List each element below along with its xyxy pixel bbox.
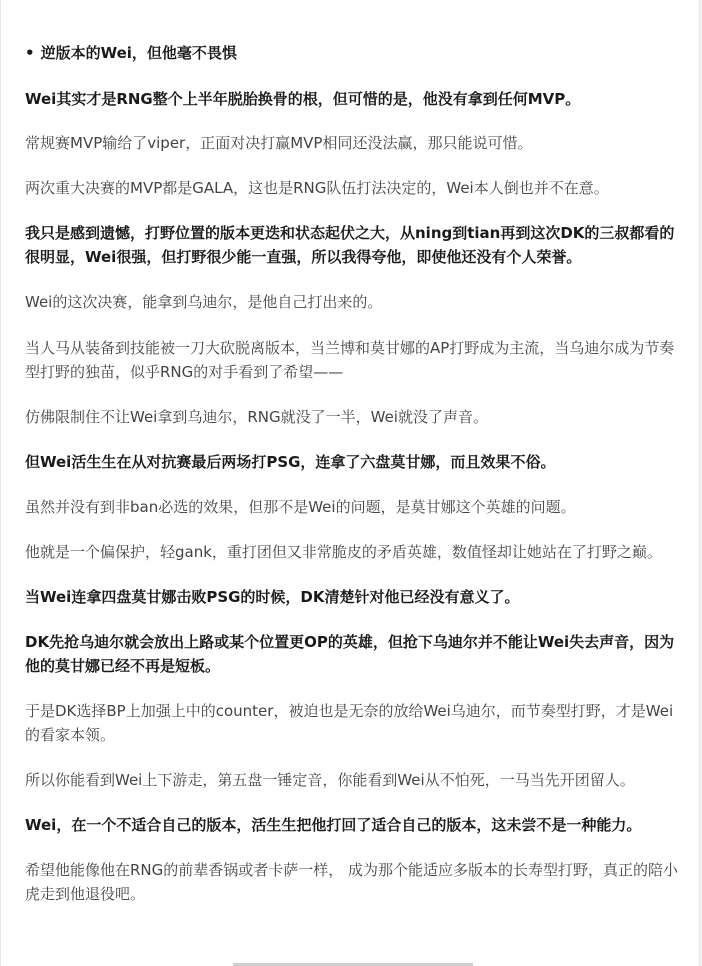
paragraph: 希望他能像他在RNG的前辈香锅或者卡萨一样， 成为那个能适应多版本的长寿型打野，真正的陪小虎走到他退役吧。: [25, 861, 679, 903]
paragraph: 当人马从装备到技能被一刀大砍脱离版本，当兰博和莫甘娜的AP打野成为主流，当乌迪尔成为节奏型打野的独苗，似乎RNG的对手看到了希望——: [25, 339, 675, 381]
paragraph: DK先抢乌迪尔就会放出上路或某个位置更OP的英雄，但抢下乌迪尔并不能让Wei失去声音，因为他的莫甘娜已经不再是短板。: [25, 633, 675, 675]
paragraph: Wei其实才是RNG整个上半年脱胎换骨的根，但可惜的是，他没有拿到任何MVP。: [25, 90, 581, 108]
paragraph: 仿佛限制住不让Wei拿到乌迪尔，RNG就没了一半，Wei就没了声音。: [25, 408, 488, 426]
paragraph: 两次重大决赛的MVP都是GALA，这也是RNG队伍打法决定的，Wei本人倒也并不在意。: [25, 179, 609, 197]
paragraph: 当Wei连拿四盘莫甘娜击败PSG的时候，DK清楚针对他已经没有意义了。: [25, 588, 520, 606]
paragraph: 我只是感到遗憾，打野位置的版本更迭和状态起伏之大，从ning到tian再到这次DK的三叔都看的很明显，Wei很强，但打野很少能一直强，所以我得夸他，即使他还没有个人荣誉。: [25, 224, 675, 266]
bullet-icon: •: [25, 44, 35, 62]
paragraph: 但Wei活生生在从对抗赛最后两场打PSG，连拿了六盘莫甘娜，而且效果不俗。: [25, 453, 556, 471]
paragraph: 他就是一个偏保护，轻gank，重打团但又非常脆皮的矛盾英雄，数值怪却让她站在了打野之巅。: [25, 543, 662, 561]
paragraph: Wei的这次决赛，能拿到乌迪尔，是他自己打出来的。: [25, 293, 383, 311]
section-heading-text: 逆版本的Wei，但他毫不畏惧: [40, 44, 237, 62]
paragraph: 所以你能看到Wei上下游走，第五盘一锤定音，你能看到Wei从不怕死，一马当先开团留人。: [25, 771, 635, 789]
paragraph: Wei，在一个不适合自己的版本，活生生把他打回了适合自己的版本，这未尝不是一种能力。: [25, 816, 642, 834]
paragraph: 于是DK选择BP上加强上中的counter，被迫也是无奈的放给Wei乌迪尔，而节奏型打野，才是Wei的看家本领。: [25, 702, 674, 744]
section-heading: [25, 41, 681, 65]
paragraph: 虽然并没有到非ban必选的效果，但那不是Wei的问题，是莫甘娜这个英雄的问题。: [25, 498, 576, 516]
paragraph: 常规赛MVP输给了viper，正面对决打赢MVP相同还没法赢，那只能说可惜。: [25, 134, 533, 152]
